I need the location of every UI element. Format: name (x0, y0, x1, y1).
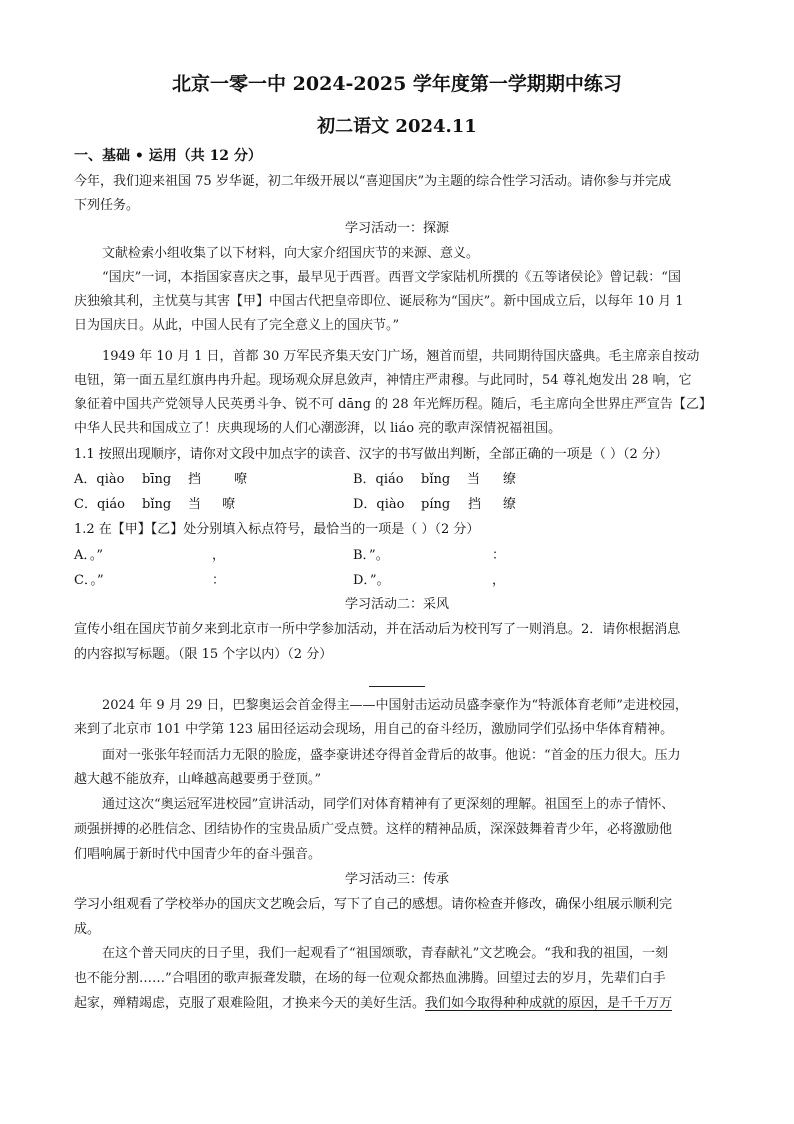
option-b-part: 当 (467, 472, 481, 487)
option-d[interactable]: D．qiào (353, 497, 405, 512)
option-c[interactable]: C．qiáo (74, 497, 126, 512)
essay-line: 也不能分割……”合唱团的歌声振聋发聩，在场的每一位观众都热血沸腾。回望过去的岁月，先辈们白手 (74, 971, 666, 986)
underlined-sentence: 我们如今取得种种成就的原因，是千千万万 (425, 996, 673, 1011)
news-line: 越大越不能放弃，山峰越高越要勇于登顶。” (74, 772, 322, 787)
news-line: 面对一张张年轻而活力无限的脸庞，盛李豪讲述夺得首金背后的故事。他说：“首金的压力很大。压力 (102, 748, 681, 763)
paragraph-line: 中华人民共和国成立了！庆典现场的人们心潮澎湃，以 liáo 亮的歌声深情祝福祖国。 (74, 421, 562, 436)
news-line: 2024 年 9 月 29 日，巴黎奥运会首金得主——中国射击运动员盛李豪作为“特派体育老师”走进校园， (102, 698, 688, 713)
paragraph-line: 日为国庆日。从此，中国人民有了完全意义上的国庆节。” (74, 318, 400, 333)
question-1-1: 1.1 按照出现顺序，请你对文段中加点字的读音、汉字的书写做出判断，全部正确的一项是（ ）（2 分） (74, 447, 668, 462)
paragraph-line: 文献检索小组收集了以下材料，向大家介绍国庆节的来源、意义。 (102, 246, 480, 261)
page-subtitle: 初二语文 2024.11 (317, 116, 477, 137)
intro-line: 今年，我们迎来祖国 75 岁华诞，初二年级开展以“喜迎国庆”为主题的综合性学习活动。请你参与并完成 (74, 174, 672, 189)
page-title: 北京一零一中 2024-2025 学年度第一学期期中练习 (172, 73, 622, 95)
intro-line: 下列任务。 (74, 198, 140, 213)
option-c-part: bǐng (142, 497, 172, 512)
paragraph-line: 象征着中国共产党领导人民英勇斗争、锐不可 dāng 的 28 年光辉历程。随后，毛主席向全世界庄严宣告【乙】 (74, 397, 712, 412)
activity3-title: 学习活动三：传承 (344, 872, 449, 887)
paragraph-line: “国庆”一词，本指国家喜庆之事，最早见于西晋。西晋文学家陆机所撰的《五等诸侯论》曾记载：“国 (102, 270, 681, 285)
option-b[interactable]: B．qiáo (353, 472, 404, 487)
option-c-part: 当 (188, 497, 202, 512)
option-c-part: ： (212, 573, 226, 588)
option-a-part: 挡 (188, 472, 202, 487)
option-a-part: 嘹 (234, 472, 248, 487)
option-b-part: ： (492, 548, 506, 563)
option-c[interactable]: C．。” (74, 573, 104, 588)
news-line: 们唱响属于新时代中国青少年的奋斗强音。 (74, 847, 322, 862)
instruction-line: 宣传小组在国庆节前夕来到北京市一所中学参加活动，并在活动后为校刊写了一则消息。2．请你根据消息 (74, 622, 681, 637)
news-line: 通过这次“奥运冠军进校园”宣讲活动，同学们对体育精神有了更深刻的理解。祖国至上的赤子情怀、 (102, 797, 675, 812)
option-a-part: bīng (142, 472, 172, 487)
option-d-part: 挡 (468, 497, 482, 512)
essay-line-last (74, 996, 672, 1012)
option-d-part: píng (421, 497, 451, 512)
question-1-2: 1.2 在【甲】【乙】处分别填入标点符号，最恰当的一项是（ ）（2 分） (74, 522, 480, 537)
option-b-part: 缭 (503, 472, 517, 487)
paragraph-line: 1949 年 10 月 1 日，首都 30 万军民齐集天安门广场，翘首而望，共同期待国庆盛典。毛主席亲自按动 (102, 349, 700, 364)
option-b[interactable]: B．”。 (353, 548, 389, 563)
option-a-part: ， (212, 548, 226, 563)
news-line: 顽强拼搏的必胜信念、团结协作的宝贵品质广受点赞。这样的精神品质，深深鼓舞着青少年，必将激励他 (74, 822, 673, 837)
activity2-title: 学习活动二：采风 (344, 597, 449, 612)
option-d[interactable]: D．”。 (353, 573, 390, 588)
option-a[interactable]: A．qiào (74, 472, 125, 487)
title-answer-blank[interactable] (369, 686, 425, 687)
option-b-part: bǐng (421, 472, 451, 487)
instruction-line: 的内容拟写标题。（限 15 个字以内）（2 分） (74, 647, 333, 662)
essay-line: 在这个普天同庆的日子里，我们一起观看了“祖国颂歌，青春献礼”文艺晚会。“我和我的祖国，一刻 (102, 946, 668, 961)
paragraph-line: 庆独飨其利，主忧莫与其害【甲】中国古代把皇帝即位、诞辰称为“国庆”。新中国成立后，以每年 10 月 1 (74, 294, 684, 309)
instruction-line: 学习小组观看了学校举办的国庆文艺晚会后，写下了自己的感想。请你检查并修改，确保小组展示顺利完 (74, 897, 673, 912)
activity1-title: 学习活动一：探源 (344, 221, 449, 236)
paragraph-line: 电钮，第一面五星红旗冉冉升起。现场观众屏息敛声，神情庄严肃穆。与此同时，54 尊礼炮发出 28 响，它 (74, 373, 692, 388)
essay-text: 起家，殚精竭虑，克服了艰难险阻，才换来今天的美好生活。 (74, 996, 426, 1011)
option-a[interactable]: A．。” (74, 548, 104, 563)
option-d-part: ， (492, 573, 506, 588)
instruction-line: 成。 (74, 922, 101, 937)
news-line: 来到了北京市 101 中学第 123 届田径运动会现场，用自己的奋斗经历，激励同学们弘扬中华体育精神。 (74, 722, 674, 737)
option-d-part: 缭 (503, 497, 517, 512)
section-heading: 一、基础 • 运用（共 12 分） (74, 148, 262, 164)
option-c-part: 嘹 (222, 497, 236, 512)
